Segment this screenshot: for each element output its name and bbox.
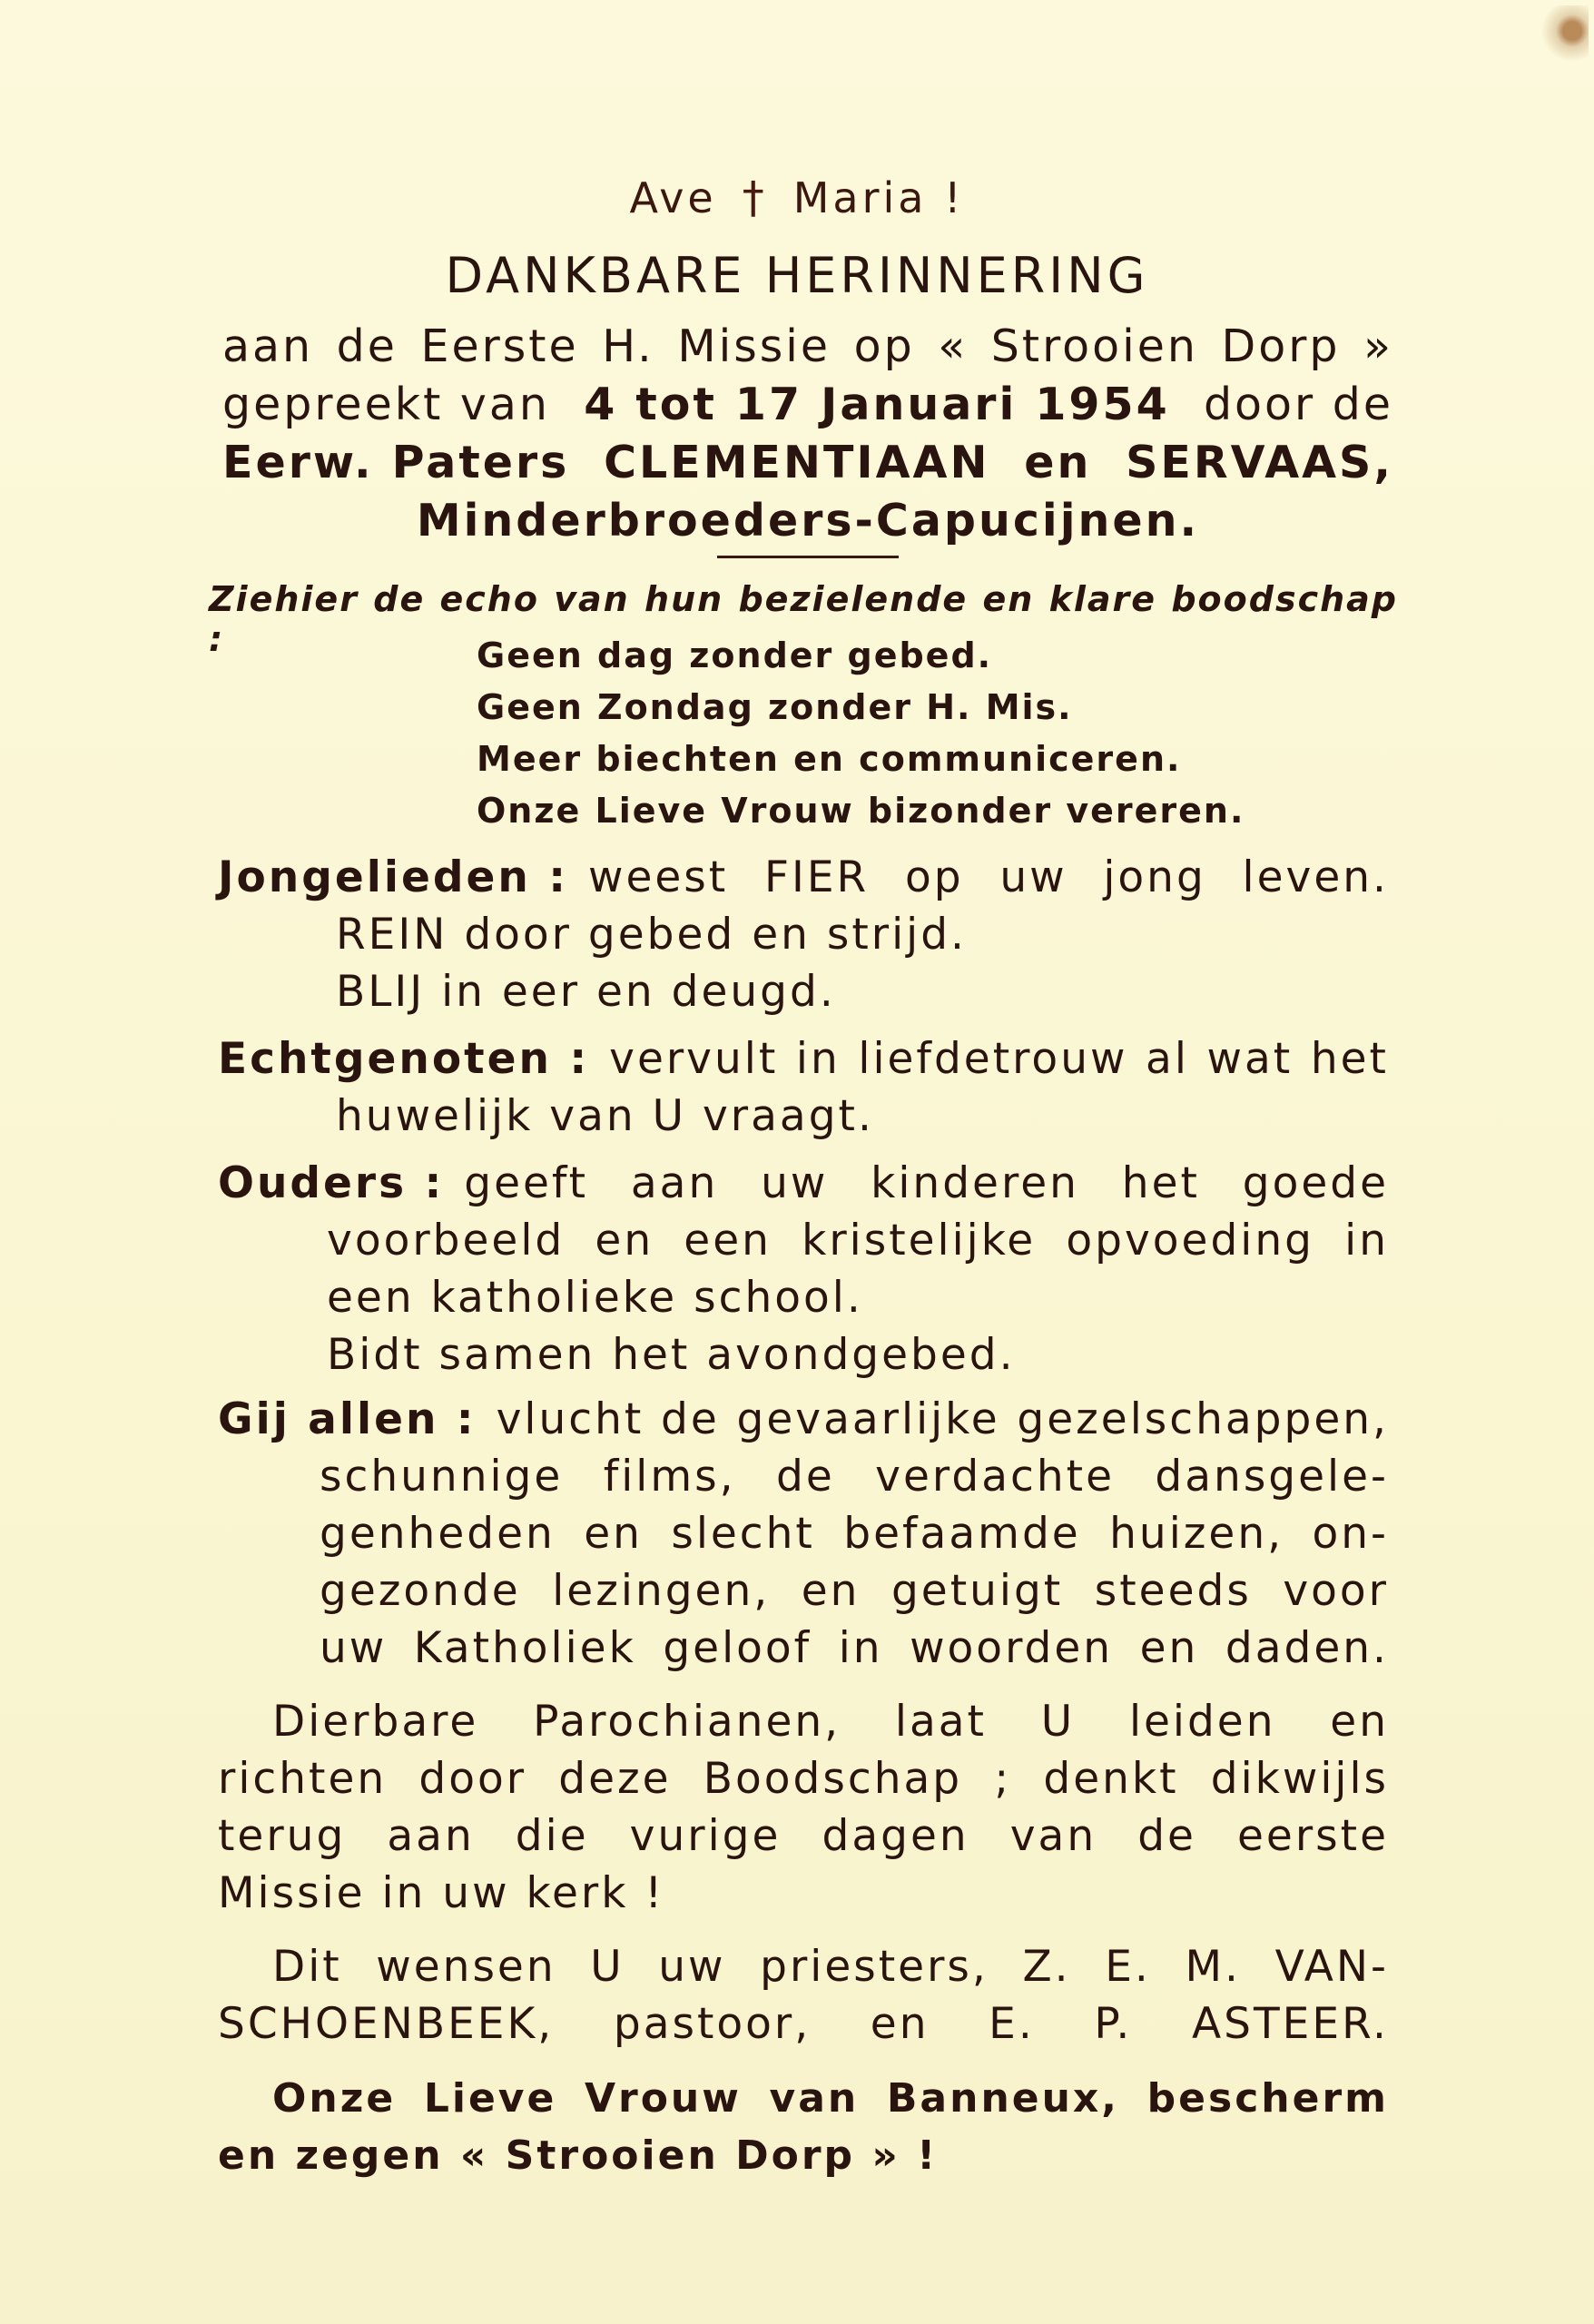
ouders-line-1: Ouders : geeft aan uw kinderen het goede — [218, 1155, 1389, 1212]
echo-item: Geen Zondag zonder H. Mis. — [477, 687, 1073, 727]
echo-item: Onze Lieve Vrouw bizonder vereren. — [477, 791, 1245, 831]
intro-line-3: Eerw. Paters CLEMENTIAAN en SERVAAS, — [222, 434, 1393, 492]
ouders-line-2: voorbeeld en een kristelijke opvoeding in — [327, 1216, 1389, 1265]
ave-maria-line — [0, 172, 1594, 223]
allen-line-2: schunnige films, de verdachte dansgele- — [320, 1452, 1389, 1502]
ouders-section — [218, 1155, 1389, 1384]
card-title: DANKBARE HERINNERING — [445, 247, 1149, 304]
mission-dates: 4 tot 17 Januari 1954 — [584, 379, 1170, 430]
stain-mark — [1534, 5, 1589, 69]
echtgenoten-line-1: Echtgenoten : vervult in liefdetrouw al wat het — [218, 1030, 1389, 1088]
allen-line-3: genheden en slecht befaamde huizen, on- — [320, 1509, 1389, 1559]
closing-section — [218, 1693, 1389, 1922]
priests-line-2: SCHOENBEEK, pastoor, en E. P. ASTEER. — [218, 1999, 1389, 2049]
allen-line-1: Gij allen : vlucht de gevaarlijke gezelschappen, — [218, 1391, 1389, 1448]
ouders-label: Ouders : — [218, 1158, 445, 1208]
intro-line-2: gepreekt van 4 tot 17 Januari 1954 door de — [222, 376, 1393, 434]
jongelieden-line-2: REIN door gebed en strijd. — [336, 910, 967, 960]
closing-line-3: terug aan die vurige dagen van de eerste — [218, 1811, 1389, 1861]
priests-line-1: Dit wensen U uw priesters, Z. E. M. VAN- — [272, 1942, 1389, 1992]
allen-line-4: gezonde lezingen, en getuigt steeds voor — [320, 1566, 1389, 1616]
jongelieden-label: Jongelieden : — [218, 852, 568, 902]
echtgenoten-label: Echtgenoten : — [218, 1034, 590, 1084]
intro-block — [222, 318, 1393, 550]
ouders-line-4: Bidt samen het avondgebed. — [327, 1330, 1016, 1380]
closing-line-4: Missie in uw kerk ! — [218, 1868, 665, 1918]
echo-item: Geen dag zonder gebed. — [477, 635, 993, 675]
divider-rule — [717, 556, 899, 558]
echo-list — [477, 630, 1245, 837]
ouders-line-3: een katholieke school. — [327, 1273, 863, 1323]
echtgenoten-line-2: huwelijk van U vraagt. — [336, 1091, 874, 1141]
jongelieden-line-1: Jongelieden : weest FIER op uw jong leven. — [218, 849, 1389, 906]
prayer-section — [218, 2070, 1389, 2184]
echtgenoten-section — [218, 1030, 1389, 1145]
allen-label: Gij allen : — [218, 1394, 477, 1444]
closing-line-1: Dierbare Parochianen, laat U leiden en — [272, 1697, 1389, 1747]
order-name: Minderbroeders-Capucijnen. — [416, 495, 1200, 547]
intro-line-1: aan de Eerste H. Missie op « Strooien Dorp » — [222, 320, 1393, 372]
closing-line-2: richten door deze Boodschap ; denkt dikwijls — [218, 1754, 1389, 1804]
ave-text: Ave — [629, 173, 717, 222]
jongelieden-line-3: BLIJ in eer en deugd. — [336, 967, 836, 1017]
cross-icon: † — [742, 172, 768, 223]
allen-line-5: uw Katholiek geloof in woorden en daden. — [320, 1623, 1389, 1673]
prayer-line-2: en zegen « Strooien Dorp » ! — [218, 2132, 939, 2179]
priests-section — [218, 1938, 1389, 2053]
pater-name-2: SERVAAS, — [1126, 437, 1393, 488]
prayer-line-1: Onze Lieve Vrouw van Banneux, bescherm — [272, 2075, 1389, 2122]
gij-allen-section — [218, 1391, 1389, 1677]
jongelieden-section — [218, 849, 1389, 1020]
echo-item: Meer biechten en communiceren. — [477, 739, 1182, 779]
echo-heading: Ziehier de echo van hun bezielende en klare boodschap : — [209, 579, 1398, 659]
maria-text: Maria ! — [792, 173, 965, 222]
pater-name-1: CLEMENTIAAN — [604, 437, 990, 488]
